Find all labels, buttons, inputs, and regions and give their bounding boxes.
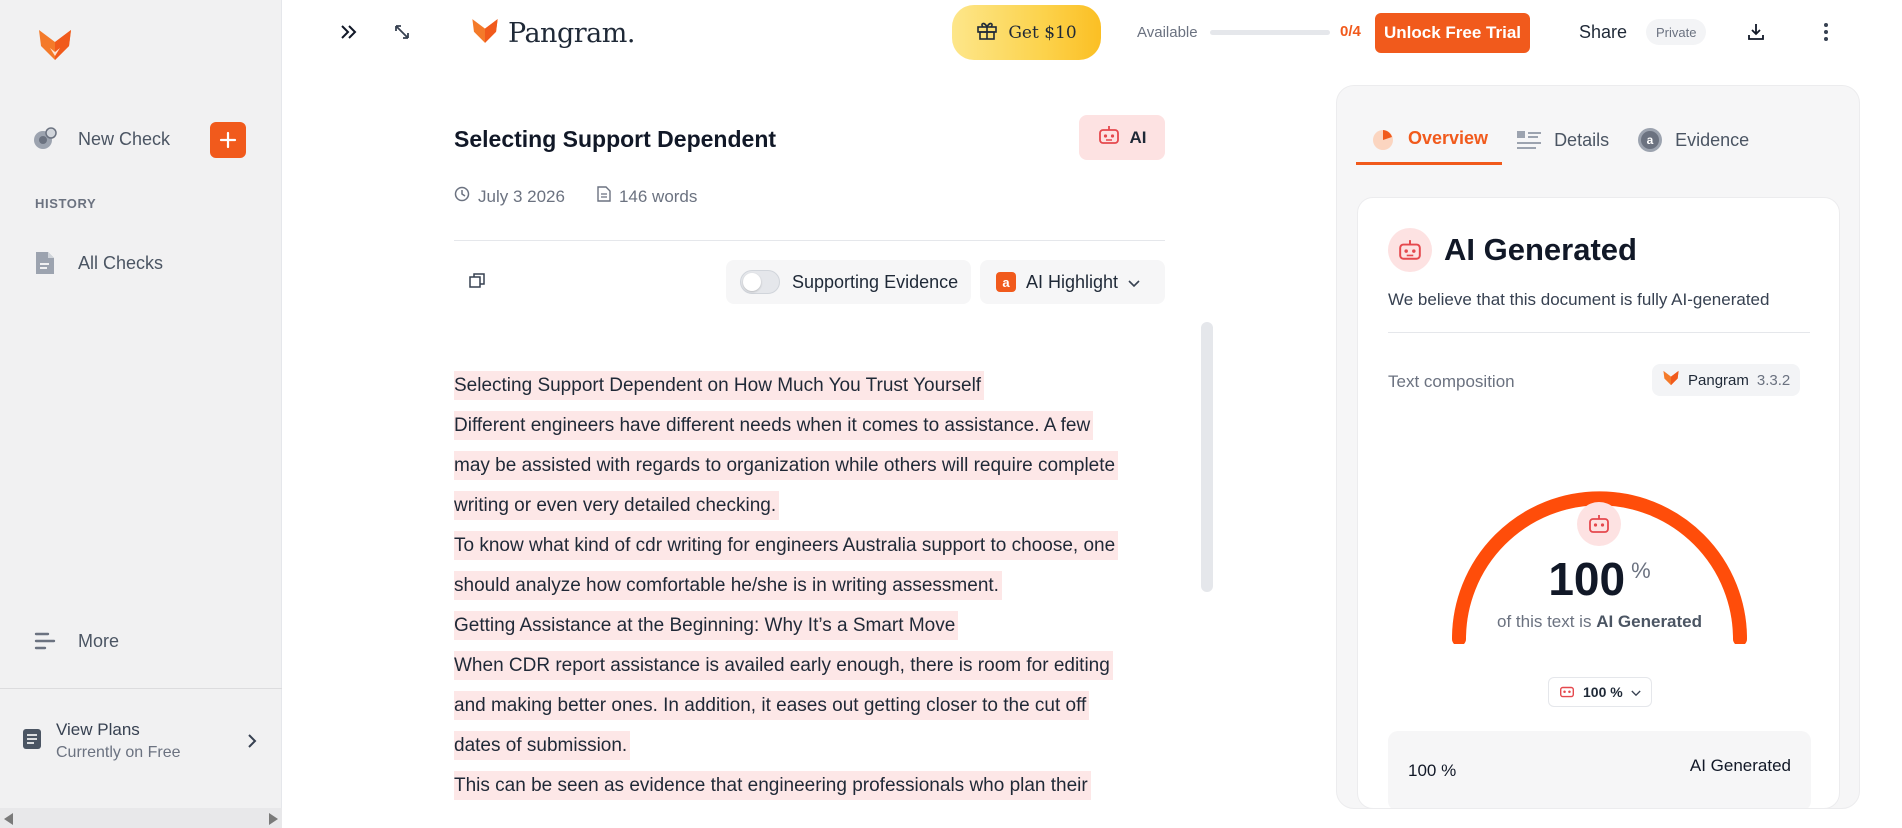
download-icon[interactable]: [1744, 20, 1768, 44]
visibility-badge[interactable]: Private: [1646, 19, 1706, 45]
details-icon: [1516, 127, 1542, 153]
document-icon: [32, 250, 58, 276]
ai-highlight-icon: a: [996, 272, 1016, 292]
model-version-chip: [1652, 364, 1800, 396]
sidebar-item-more[interactable]: [32, 628, 119, 654]
overview-icon: [1370, 126, 1396, 152]
tab-evidence[interactable]: [1623, 115, 1763, 165]
sidebar-divider: [0, 688, 282, 689]
tab-label: Evidence: [1675, 129, 1750, 150]
gauge-caption: of this text is AI Generated: [1496, 612, 1703, 631]
pangram-logo-icon: [1662, 369, 1680, 391]
text-line: dates of submission.: [454, 726, 1174, 766]
sidebar-item-new-check[interactable]: [32, 126, 170, 152]
text-line: should analyze how comfortable he/she is in writing assessment.: [454, 566, 1174, 606]
new-check-icon: [32, 126, 58, 152]
text-line: To know what kind of cdr writing for engineers Australia support to choose, one: [454, 526, 1174, 566]
word-count: 146 words: [618, 186, 698, 206]
text-line: Different engineers have different needs when it comes to assistance. A few: [454, 406, 1174, 446]
view-plans-label: View Plans: [56, 720, 140, 739]
word-count-icon: [597, 186, 611, 207]
document-scrollbar[interactable]: [1201, 322, 1213, 592]
overview-card: [1357, 197, 1840, 809]
add-check-button[interactable]: [210, 122, 246, 158]
gauge-unit: %: [1631, 558, 1651, 583]
sidebar: [0, 0, 282, 828]
chevron-down-icon: [1128, 272, 1140, 293]
percentage-select[interactable]: [1548, 677, 1652, 707]
promo-label: Get $10: [1008, 22, 1077, 43]
sidebar-item-label: More: [78, 630, 120, 651]
horizontal-scrollbar[interactable]: [0, 808, 282, 828]
plans-icon: [22, 728, 42, 755]
evidence-icon: [1637, 127, 1663, 153]
chevron-down-icon: [1631, 684, 1641, 700]
model-version: 3.3.2: [1756, 371, 1791, 389]
text-line: Selecting Support Dependent on How Much You Trust Yourself: [454, 366, 1174, 406]
fullscreen-icon[interactable]: [390, 20, 414, 44]
result-description: We believe that this document is fully AI-generated: [1388, 290, 1770, 309]
unlock-free-trial-button[interactable]: Unlock Free Trial: [1375, 13, 1530, 53]
scroll-right-arrow-icon[interactable]: [269, 813, 278, 825]
result-title: AI Generated: [1444, 232, 1637, 267]
pangram-logo-icon: [470, 16, 500, 51]
highlight-mode-label: AI Highlight: [1026, 271, 1119, 292]
text-line: and making better ones. In addition, it eases out getting closer to the cut off: [454, 686, 1174, 726]
composition-label: Text composition: [1388, 372, 1515, 391]
toggle-label: Supporting Evidence: [792, 271, 959, 292]
expand-sidebar-icon[interactable]: [337, 20, 361, 44]
model-name: Pangram: [1688, 371, 1749, 389]
supporting-evidence-toggle[interactable]: [726, 260, 971, 304]
text-line: Getting Assistance at the Beginning: Why It’s a Smart Move: [454, 606, 1174, 646]
view-plans-button[interactable]: [22, 720, 181, 762]
robot-icon: [1559, 684, 1575, 701]
plus-icon: [219, 131, 237, 149]
gauge-robot-icon: [1577, 502, 1621, 546]
svg-text:a: a: [1646, 133, 1654, 147]
document-body: [454, 366, 1174, 806]
toggle-switch[interactable]: [740, 270, 780, 294]
sidebar-item-label: All Checks: [78, 252, 164, 273]
summary-label: AI Generated: [1689, 756, 1791, 775]
tab-label: Details: [1554, 129, 1610, 150]
text-line: may be assisted with regards to organization while others will require complete: [454, 446, 1174, 486]
gauge-number: 100: [1548, 553, 1626, 605]
available-count: 0/4: [1340, 23, 1361, 40]
available-progress-bar: [1210, 30, 1330, 35]
share-button[interactable]: Share: [1579, 22, 1628, 42]
history-heading: HISTORY: [35, 196, 97, 211]
document-date: July 3 2026: [478, 186, 565, 206]
tab-label: Overview: [1408, 128, 1489, 148]
robot-icon: [1098, 125, 1120, 150]
more-menu-icon: [32, 628, 58, 654]
percentage-select-value: 100 %: [1583, 684, 1623, 700]
badge-label: AI: [1129, 127, 1147, 147]
available-label: Available: [1137, 24, 1198, 41]
gauge-value: [1358, 552, 1840, 606]
card-divider: [1388, 332, 1810, 333]
summary-row: [1388, 731, 1811, 809]
sidebar-item-all-checks[interactable]: [32, 250, 163, 276]
chevron-right-icon[interactable]: [246, 733, 258, 754]
scroll-left-arrow-icon[interactable]: [4, 813, 13, 825]
document-divider: [454, 240, 1165, 241]
tab-details[interactable]: [1502, 115, 1623, 165]
gift-icon: [976, 19, 998, 46]
brand-name: Pangram.: [508, 18, 635, 49]
clock-icon: [454, 186, 470, 207]
ai-result-badge: [1079, 115, 1165, 160]
document-title: Selecting Support Dependent: [454, 126, 777, 152]
text-line: This can be seen as evidence that engineering professionals who plan their: [454, 766, 1174, 806]
plan-status: Currently on Free: [56, 744, 181, 761]
highlight-mode-select[interactable]: [980, 260, 1165, 304]
results-tabs: [1356, 115, 1763, 165]
robot-icon: [1388, 228, 1432, 272]
text-line: When CDR report assistance is availed early enough, there is room for editing: [454, 646, 1174, 686]
summary-percentage: 100 %: [1408, 761, 1457, 780]
get-ten-dollars-button[interactable]: [952, 5, 1101, 60]
sidebar-item-label: New Check: [78, 128, 171, 149]
kebab-menu-icon[interactable]: [1814, 20, 1838, 44]
document-meta: [454, 186, 697, 207]
copy-icon[interactable]: [468, 272, 486, 295]
tab-overview[interactable]: [1356, 115, 1502, 165]
text-line: writing or even very detailed checking.: [454, 486, 1174, 526]
pangram-logo-icon[interactable]: [36, 26, 74, 64]
brand[interactable]: [470, 16, 635, 51]
